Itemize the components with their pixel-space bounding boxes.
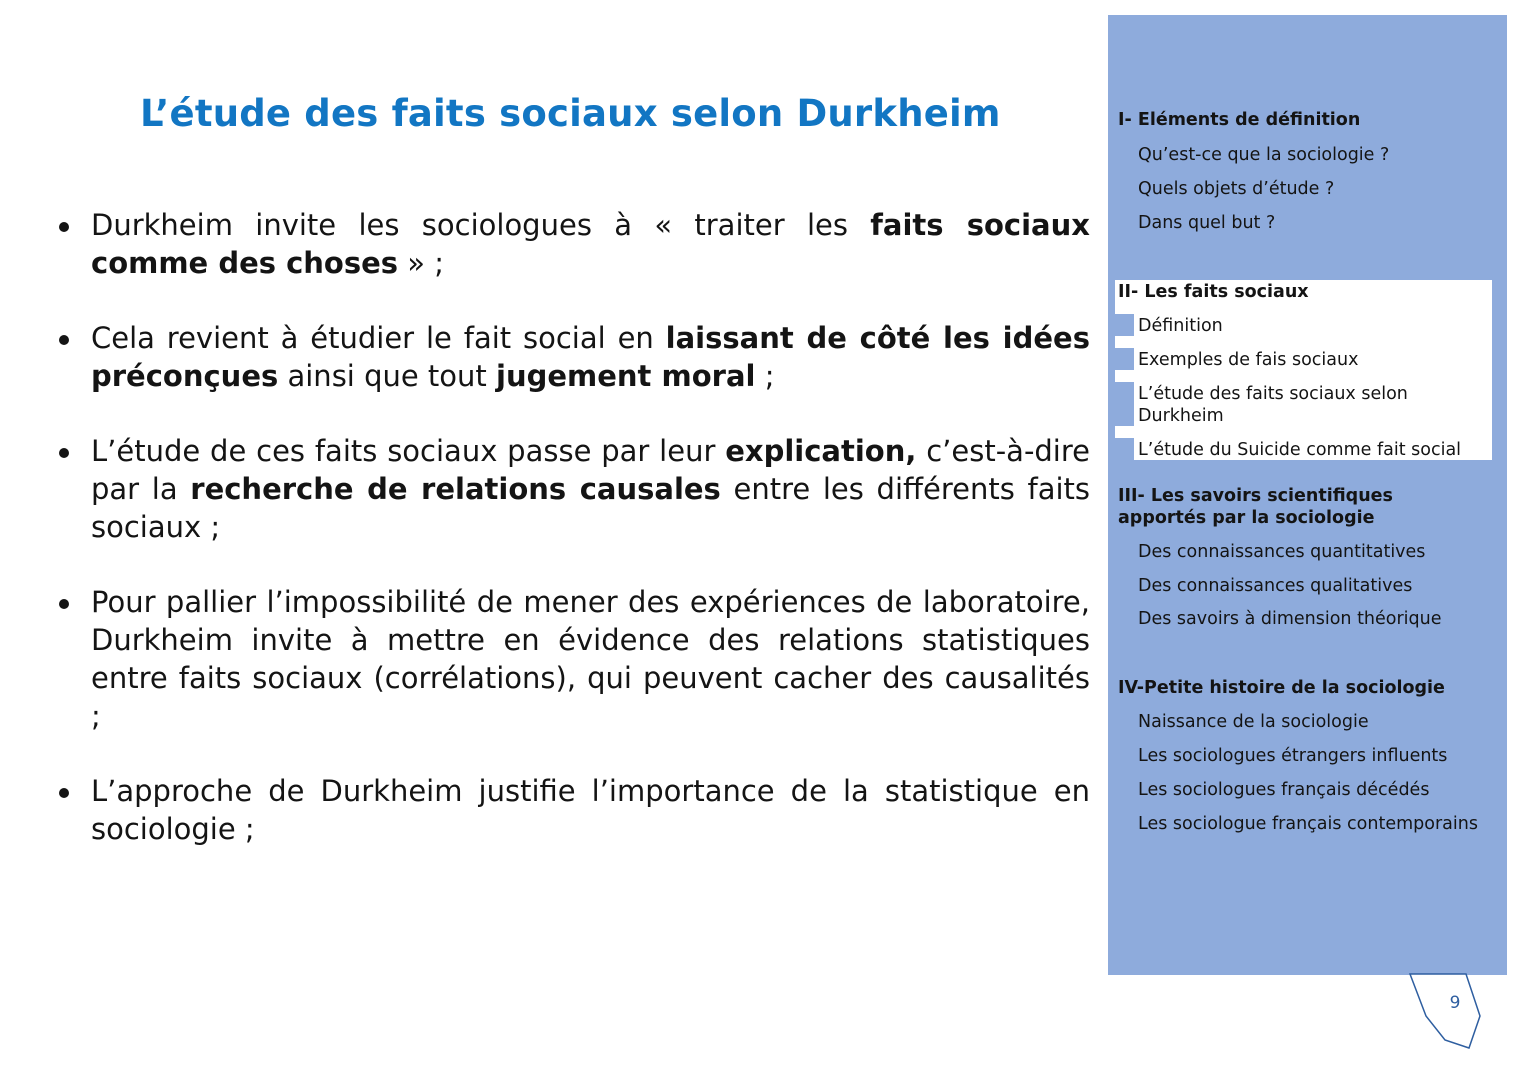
bullet-list	[52, 206, 1090, 885]
toc-item[interactable]: Dans quel but ?	[1138, 213, 1276, 233]
toc-section-title[interactable]: IV-Petite histoire de la sociologie	[1118, 678, 1445, 698]
toc-item[interactable]: Les sociologues français décédés	[1138, 780, 1430, 800]
bullet-text: ;	[755, 359, 775, 393]
bullet-text: Durkheim invite les sociologues à « traiter les	[91, 208, 871, 242]
bullet-item	[52, 432, 1090, 546]
toc-section-title-active[interactable]: II- Les faits sociaux	[1118, 282, 1309, 302]
bullet-bold-text: faits sociaux comme des choses	[91, 208, 1090, 280]
bullet-text: L’étude de ces faits sociaux passe par leur	[91, 434, 726, 468]
toc-item[interactable]: Les sociologue français contemporains	[1138, 814, 1478, 834]
toc-item[interactable]: L’étude du Suicide comme fait social	[1138, 440, 1462, 460]
toc-item[interactable]: Les sociologues étrangers influents	[1138, 746, 1448, 766]
bullet-text: » ;	[398, 246, 445, 280]
bullet-text: entre les différents faits sociaux ;	[91, 472, 1090, 544]
bullet-text: ainsi que tout	[278, 359, 497, 393]
toc-item[interactable]: Des connaissances quantitatives	[1138, 542, 1426, 562]
toc-item[interactable]: Exemples de fais sociaux	[1138, 350, 1359, 370]
toc-marker	[1115, 438, 1134, 460]
toc-marker	[1115, 382, 1134, 426]
bullet-text: L’approche de Durkheim justifie l’importance de la statistique en sociologie ;	[91, 774, 1090, 846]
toc-marker	[1115, 348, 1134, 370]
toc-item[interactable]: Quels objets d’étude ?	[1138, 179, 1335, 199]
toc-section-title[interactable]: I- Eléments de définition	[1118, 110, 1361, 130]
toc-item[interactable]: Définition	[1138, 316, 1223, 336]
bullet-text: Cela revient à étudier le fait social en	[91, 321, 666, 355]
toc-item[interactable]: Naissance de la sociologie	[1138, 712, 1369, 732]
bullet-item	[52, 206, 1090, 282]
bullet-bold-text: jugement moral	[496, 359, 756, 393]
slide-title: L’étude des faits sociaux selon Durkheim	[140, 92, 1001, 135]
toc-marker	[1115, 314, 1134, 336]
bullet-bold-text: recherche de relations causales	[190, 472, 721, 506]
table-of-contents-sidebar	[1108, 15, 1507, 975]
bullet-bold-text: laissant de côté les idées préconçues	[91, 321, 1090, 393]
toc-item[interactable]: Des savoirs à dimension théorique	[1138, 609, 1442, 629]
toc-item-current[interactable]: L’étude des faits sociaux selon	[1138, 384, 1408, 404]
bullet-item	[52, 583, 1090, 735]
toc-section-title[interactable]: III- Les savoirs scientifiques	[1118, 486, 1393, 506]
bullet-bold-text: explication,	[725, 434, 917, 468]
page-number: 9	[1449, 993, 1461, 1013]
bullet-item	[52, 319, 1090, 395]
toc-item[interactable]: Qu’est-ce que la sociologie ?	[1138, 145, 1390, 165]
toc-item[interactable]: Des connaissances qualitatives	[1138, 576, 1413, 596]
toc-item-current-cont[interactable]: Durkheim	[1138, 406, 1224, 426]
bullet-text: c’est-à-dire par la	[91, 434, 1090, 506]
bullet-text: Pour pallier l’impossibilité de mener des expériences de laboratoire, Durkheim invite à mettre en évidence des relations statistiques entre faits sociaux (corrélations), qui peuvent cacher des causalités ;	[91, 585, 1090, 733]
bullet-item	[52, 772, 1090, 848]
toc-section-title-cont[interactable]: apportés par la sociologie	[1118, 508, 1375, 528]
